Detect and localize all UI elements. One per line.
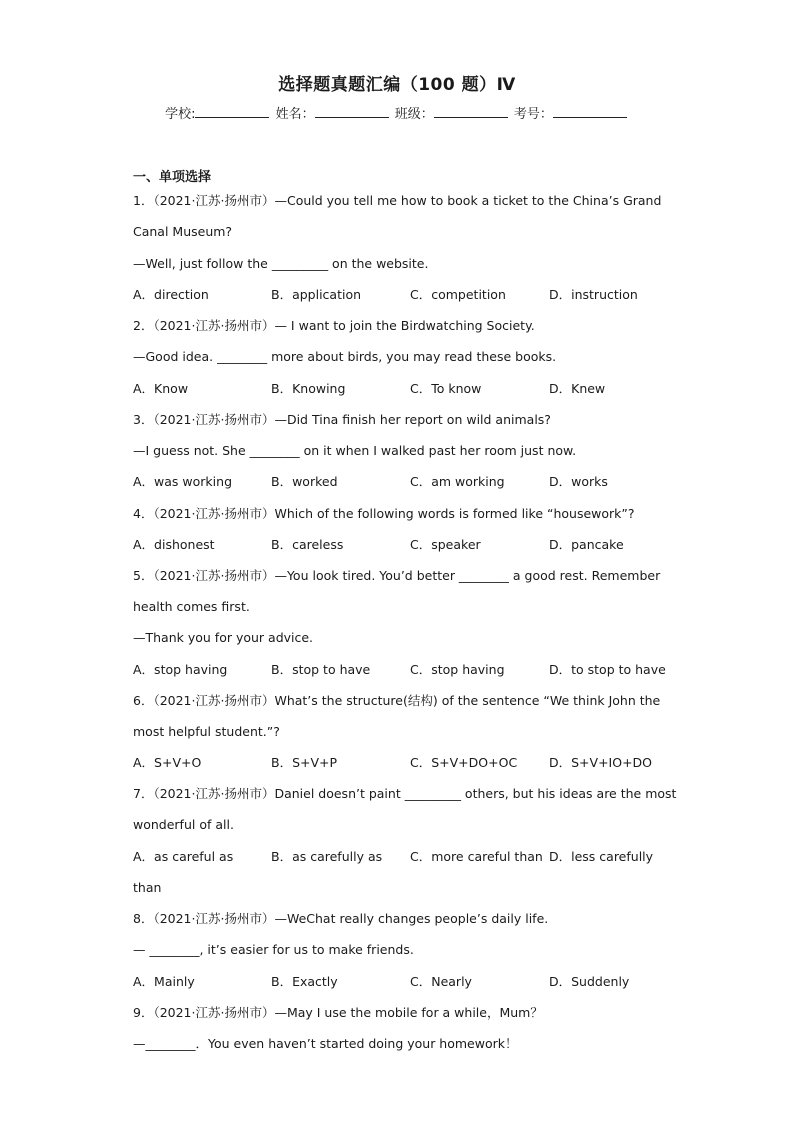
question-3-line-1: 3．（2021·江苏·扬州市）—Did Tina finish her report on wild animals?: [133, 412, 551, 427]
option-b[interactable]: B．as carefully as: [271, 849, 383, 864]
option-a[interactable]: A．as careful as: [133, 849, 234, 864]
option-d[interactable]: D．less carefully: [549, 849, 654, 864]
option-c[interactable]: C．am working: [410, 474, 505, 489]
question-1-line-2: Canal Museum?: [133, 224, 233, 239]
question-5-line-1: 5．（2021·江苏·扬州市）—You look tired. You’d better ________ a good rest. Remember: [133, 568, 661, 583]
option-d[interactable]: D．Knew: [549, 381, 606, 396]
class-label: 班级：: [394, 107, 434, 122]
question-6-line-2: most helpful student.”?: [133, 724, 280, 739]
question-6-line-1: 6．（2021·江苏·扬州市）What’s the structure(结构) of the sentence “We think John the: [133, 693, 661, 708]
option-a[interactable]: A．Mainly: [133, 974, 195, 989]
question-9-line-1: 9．（2021·江苏·扬州市）—May I use the mobile for a while，Mum？: [133, 1005, 543, 1020]
name-label: 姓名：: [275, 107, 315, 122]
option-c[interactable]: C．speaker: [410, 537, 481, 552]
question-3-line-2: —I guess not. She ________ on it when I walked past her room just now.: [133, 443, 577, 458]
question-5-line-2: health comes first.: [133, 599, 250, 614]
option-d[interactable]: D．to stop to have: [549, 662, 666, 677]
option-d[interactable]: D．pancake: [549, 537, 624, 552]
question-4-line-1: 4．（2021·江苏·扬州市）Which of the following words is formed like “housework”?: [133, 506, 635, 521]
option-d[interactable]: D．works: [549, 474, 608, 489]
school-label: 学校:: [165, 107, 196, 122]
school-blank[interactable]: [195, 105, 269, 118]
section-heading: 一、单项选择: [133, 170, 212, 185]
option-a[interactable]: A．direction: [133, 287, 209, 302]
option-c[interactable]: C．Nearly: [410, 974, 472, 989]
option-a[interactable]: A．Know: [133, 381, 189, 396]
option-d[interactable]: D．instruction: [549, 287, 638, 302]
name-blank[interactable]: [315, 105, 389, 118]
page-title: 选择题真题汇编（100 题）Ⅳ: [278, 75, 516, 95]
option-b[interactable]: B．application: [271, 287, 362, 302]
option-c[interactable]: C．more careful than: [410, 849, 543, 864]
question-1-line-1: 1．（2021·江苏·扬州市）—Could you tell me how to book a ticket to the China’s Grand: [133, 193, 662, 208]
question-2-line-2: —Good idea. ________ more about birds, you may read these books.: [133, 349, 557, 364]
option-d[interactable]: D．Suddenly: [549, 974, 630, 989]
class-blank[interactable]: [434, 105, 508, 118]
exam-number-blank[interactable]: [553, 105, 627, 118]
option-b[interactable]: B．careless: [271, 537, 344, 552]
question-9-line-2: —________．You even haven’t started doing your homework！: [133, 1036, 518, 1051]
question-1-line-3: —Well, just follow the _________ on the website.: [133, 256, 429, 271]
question-8-line-1: 8．（2021·江苏·扬州市）—WeChat really changes people’s daily life.: [133, 911, 549, 926]
option-b[interactable]: B．worked: [271, 474, 338, 489]
option-a[interactable]: A．dishonest: [133, 537, 215, 552]
option-c[interactable]: C．To know: [410, 381, 482, 396]
option-c[interactable]: C．stop having: [410, 662, 505, 677]
question-5-line-3: —Thank you for your advice.: [133, 630, 314, 645]
option-d[interactable]: D．S+V+IO+DO: [549, 755, 653, 770]
option-a[interactable]: A．stop having: [133, 662, 228, 677]
option-b[interactable]: B．Knowing: [271, 381, 346, 396]
question-8-line-2: — ________, it’s easier for us to make friends.: [133, 942, 414, 957]
question-7-option-d-wrap: than: [133, 880, 162, 895]
option-b[interactable]: B．Exactly: [271, 974, 338, 989]
student-info-row: [0, 103, 794, 122]
option-c[interactable]: C．S+V+DO+OC: [410, 755, 518, 770]
option-c[interactable]: C．competition: [410, 287, 506, 302]
option-b[interactable]: B．S+V+P: [271, 755, 338, 770]
question-2-line-1: 2．（2021·江苏·扬州市）— I want to join the Birdwatching Society.: [133, 318, 535, 333]
exam-number-label: 考号：: [513, 107, 553, 122]
question-7-line-1: 7．（2021·江苏·扬州市）Daniel doesn’t paint _________ others, but his ideas are the most: [133, 786, 677, 801]
option-b[interactable]: B．stop to have: [271, 662, 371, 677]
question-7-line-2: wonderful of all.: [133, 817, 234, 832]
option-a[interactable]: A．S+V+O: [133, 755, 202, 770]
option-a[interactable]: A．was working: [133, 474, 232, 489]
